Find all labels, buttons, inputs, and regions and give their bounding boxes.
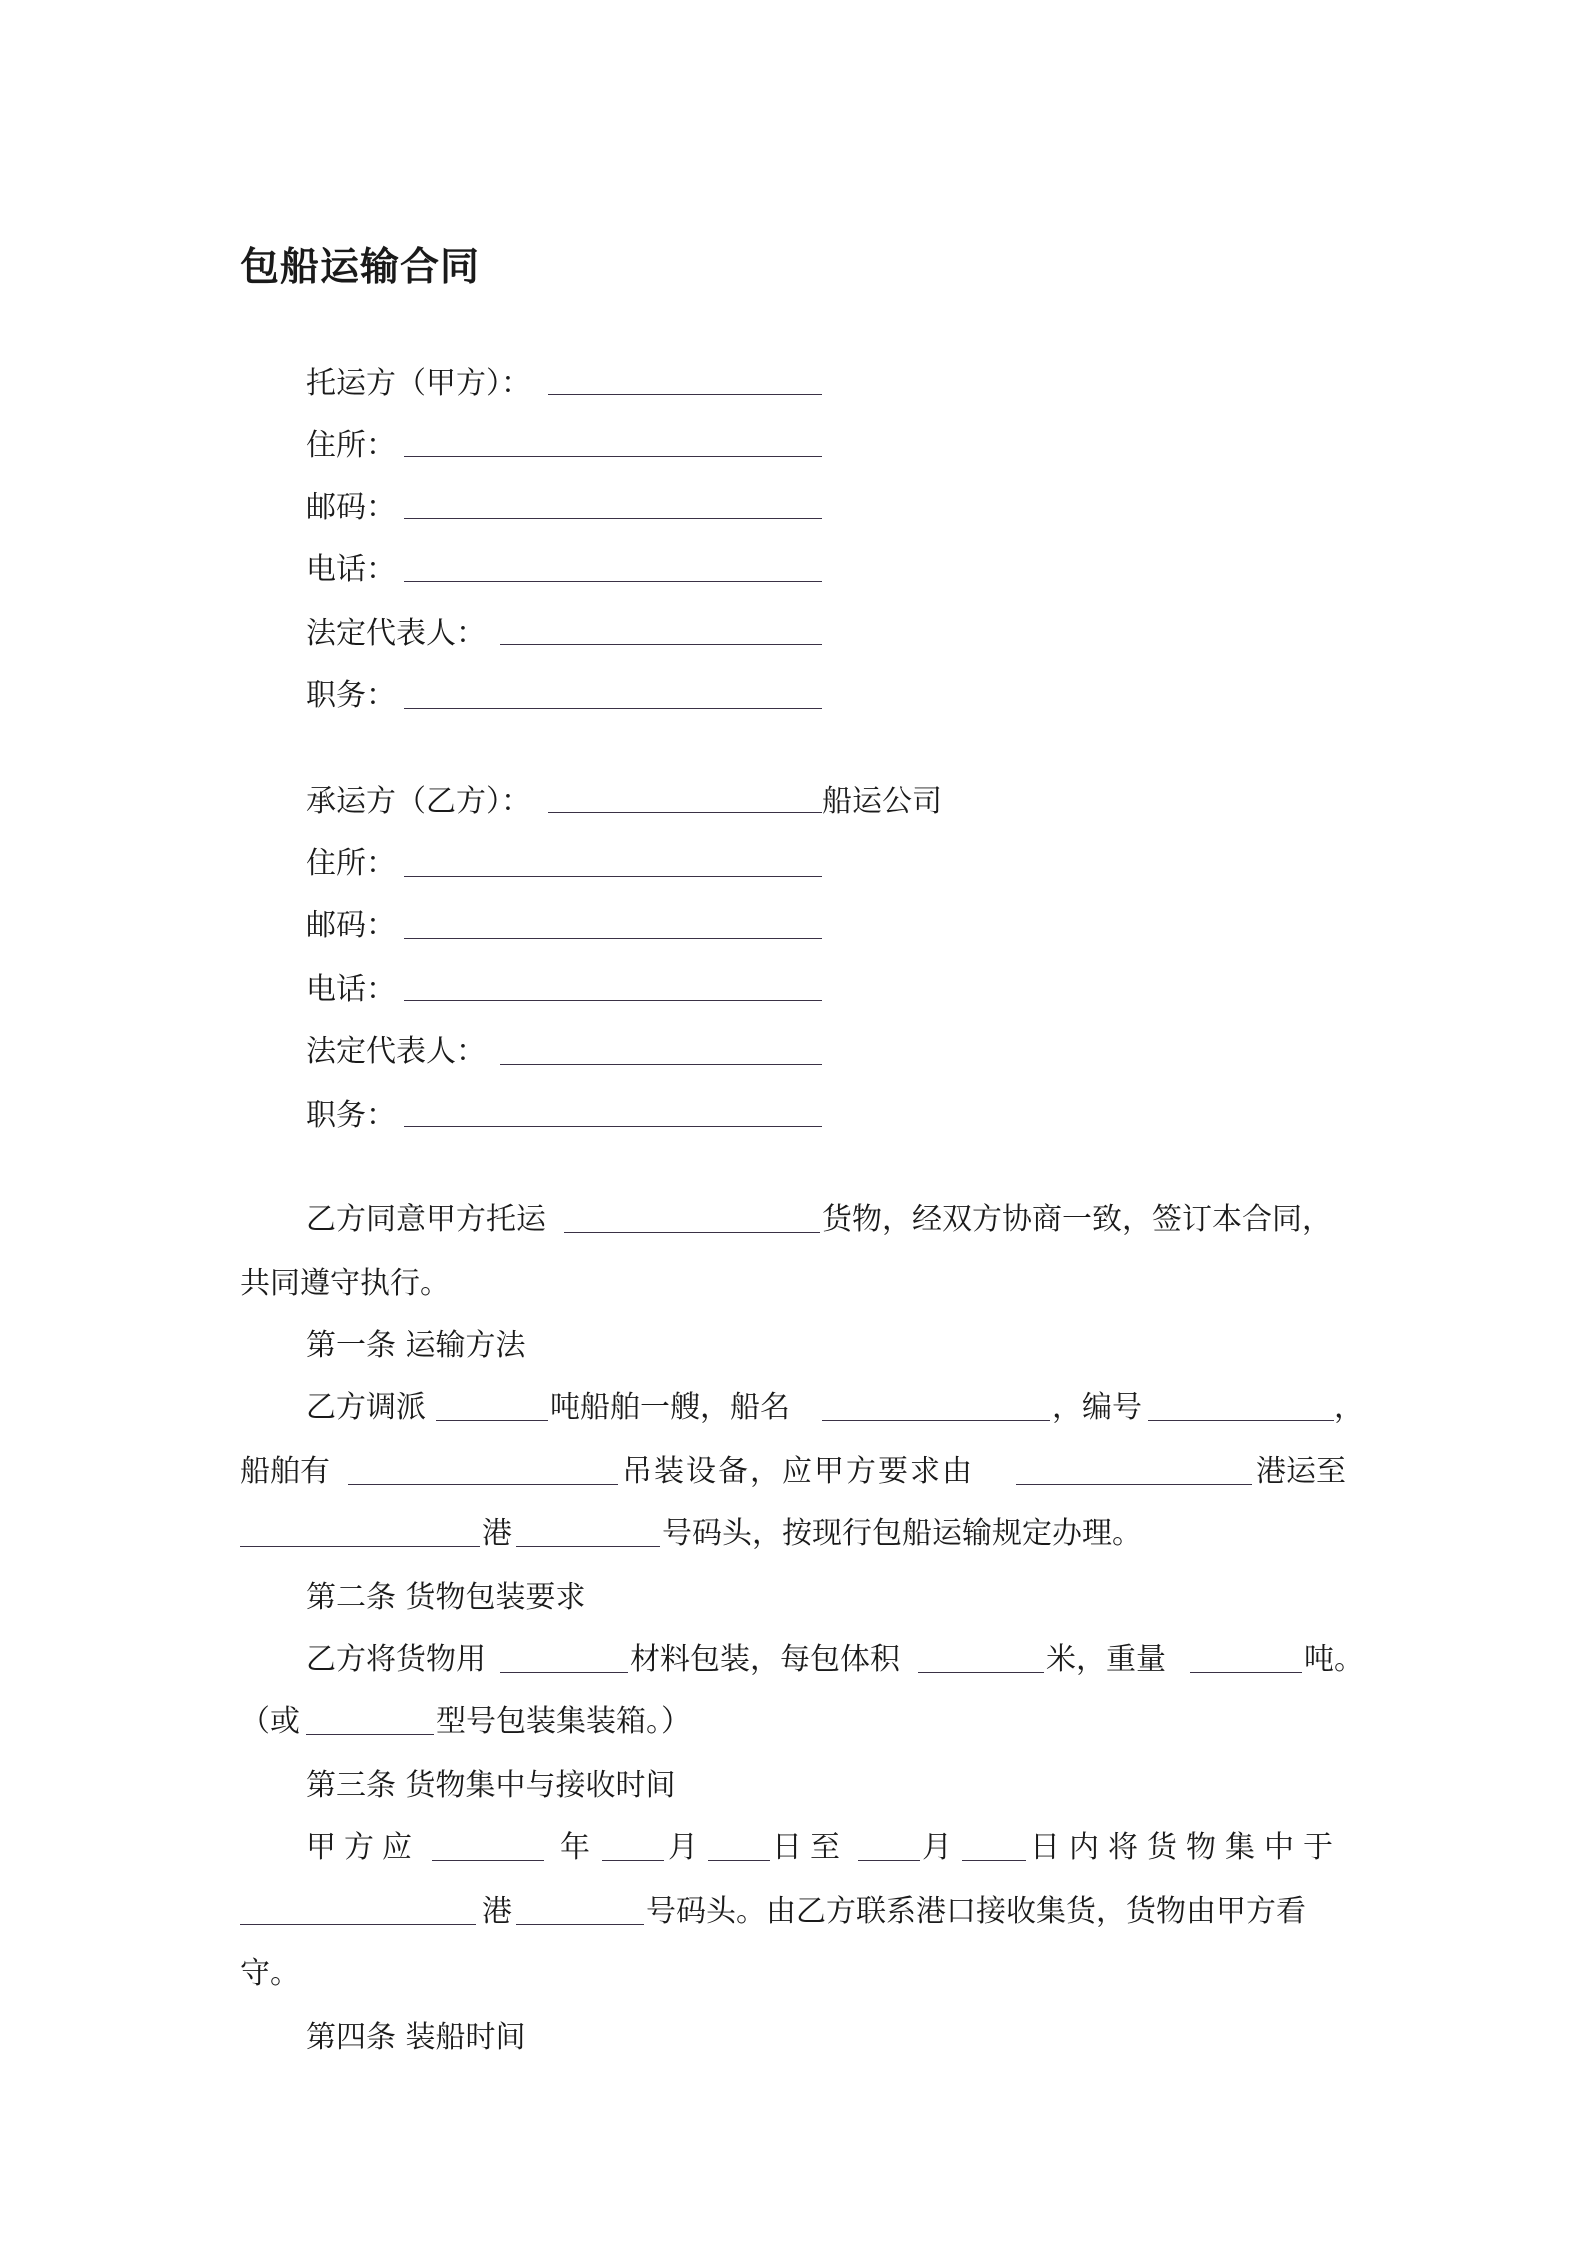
party-b-postcode-blank[interactable] (404, 938, 822, 939)
party-a-postcode-label: 邮码： (306, 490, 396, 525)
packing-material-blank[interactable] (500, 1672, 628, 1673)
lifting-equipment-blank[interactable] (348, 1484, 618, 1485)
party-b-postcode-label: 邮码： (306, 908, 396, 943)
article-3-text-1c: 月 (668, 1830, 698, 1865)
collect-start-month-blank[interactable] (602, 1860, 664, 1861)
party-b-suffix: 船运公司 (822, 784, 942, 819)
party-b-label: 承运方（乙方）： (306, 784, 531, 819)
party-a-legal-rep-blank[interactable] (500, 644, 822, 645)
party-b-legal-rep-blank[interactable] (500, 1064, 822, 1065)
container-model-blank[interactable] (306, 1734, 434, 1735)
collect-end-day-blank[interactable] (962, 1860, 1026, 1861)
collect-end-month-blank[interactable] (858, 1860, 920, 1861)
article-1-text-2b: 吊装设备，应甲方要求由 (622, 1454, 974, 1489)
article-3-text-2b: 号码头。由乙方联系港口接收集货，货物由甲方看 (646, 1894, 1306, 1929)
article-1-text-1d: ， (1334, 1390, 1364, 1425)
ship-name-blank[interactable] (822, 1420, 1050, 1421)
party-b-phone-blank[interactable] (404, 1000, 822, 1001)
party-b-phone-label: 电话： (306, 972, 396, 1007)
article-1-text-1c: ，编号 (1052, 1390, 1142, 1425)
article-3-text-1f: 日内将货物集中于 (1030, 1830, 1342, 1865)
article-3-text-2a: 港 (482, 1894, 512, 1929)
article-1-text-2c: 港运至 (1256, 1454, 1346, 1489)
party-a-position-label: 职务： (306, 678, 396, 713)
article-2-heading: 第二条 货物包装要求 (306, 1580, 586, 1615)
party-b-address-blank[interactable] (404, 876, 822, 877)
collect-start-day-blank[interactable] (708, 1860, 770, 1861)
party-b-position-blank[interactable] (404, 1126, 822, 1127)
destination-port-blank[interactable] (240, 1546, 480, 1547)
party-b-address-label: 住所： (306, 846, 396, 881)
intro-cargo-blank[interactable] (564, 1232, 820, 1233)
party-a-address-label: 住所： (306, 428, 396, 463)
party-a-address-blank[interactable] (404, 456, 822, 457)
article-3-text-1a: 甲方应 (306, 1830, 420, 1865)
party-a-label: 托运方（甲方）： (306, 366, 531, 401)
party-a-legal-rep-label: 法定代表人： (306, 616, 486, 651)
article-2-text-1b: 材料包装，每包体积 (630, 1642, 900, 1677)
article-2-text-1c: 米，重量 (1046, 1642, 1166, 1677)
article-3-text-1e: 月 (922, 1830, 952, 1865)
article-1-text-3a: 港 (482, 1516, 512, 1551)
article-1-text-3b: 号码头，按现行包船运输规定办理。 (662, 1516, 1142, 1551)
article-1-text-1b: 吨船舶一艘，船名 (550, 1390, 790, 1425)
collect-wharf-blank[interactable] (516, 1924, 644, 1925)
ship-tonnage-blank[interactable] (436, 1420, 548, 1421)
party-b-position-label: 职务： (306, 1098, 396, 1133)
origin-port-blank[interactable] (1016, 1484, 1252, 1485)
wharf-number-blank[interactable] (516, 1546, 660, 1547)
article-2-text-2b: 型号包装集装箱。） (436, 1704, 691, 1739)
party-b-legal-rep-label: 法定代表人： (306, 1034, 486, 1069)
article-3-text-3: 守。 (240, 1956, 300, 1991)
party-a-name-blank[interactable] (548, 394, 822, 395)
party-a-phone-label: 电话： (306, 552, 396, 587)
intro-text-3: 共同遵守执行。 (240, 1266, 450, 1301)
document-title: 包船运输合同 (240, 245, 481, 290)
party-a-phone-blank[interactable] (404, 581, 822, 582)
article-3-text-1b: 年 (560, 1830, 590, 1865)
article-2-text-1d: 吨。 (1304, 1642, 1364, 1677)
party-a-position-blank[interactable] (404, 708, 822, 709)
collect-port-blank[interactable] (240, 1924, 476, 1925)
collect-year-blank[interactable] (432, 1860, 544, 1861)
ship-number-blank[interactable] (1148, 1420, 1334, 1421)
article-1-text-2a: 船舶有 (240, 1454, 330, 1489)
article-3-text-1d: 日至 (772, 1830, 848, 1865)
article-4-heading: 第四条 装船时间 (306, 2020, 526, 2055)
article-3-heading: 第三条 货物集中与接收时间 (306, 1768, 676, 1803)
package-volume-blank[interactable] (918, 1672, 1044, 1673)
party-b-name-blank[interactable] (548, 812, 822, 813)
party-a-postcode-blank[interactable] (404, 518, 822, 519)
article-2-text-1a: 乙方将货物用 (306, 1642, 486, 1677)
intro-text-1: 乙方同意甲方托运 (306, 1202, 546, 1237)
article-2-text-2a: （或 (240, 1704, 300, 1739)
intro-text-2: 货物，经双方协商一致，签订本合同， (822, 1202, 1332, 1237)
package-weight-blank[interactable] (1190, 1672, 1302, 1673)
article-1-text-1a: 乙方调派 (306, 1390, 426, 1425)
article-1-heading: 第一条 运输方法 (306, 1328, 526, 1363)
